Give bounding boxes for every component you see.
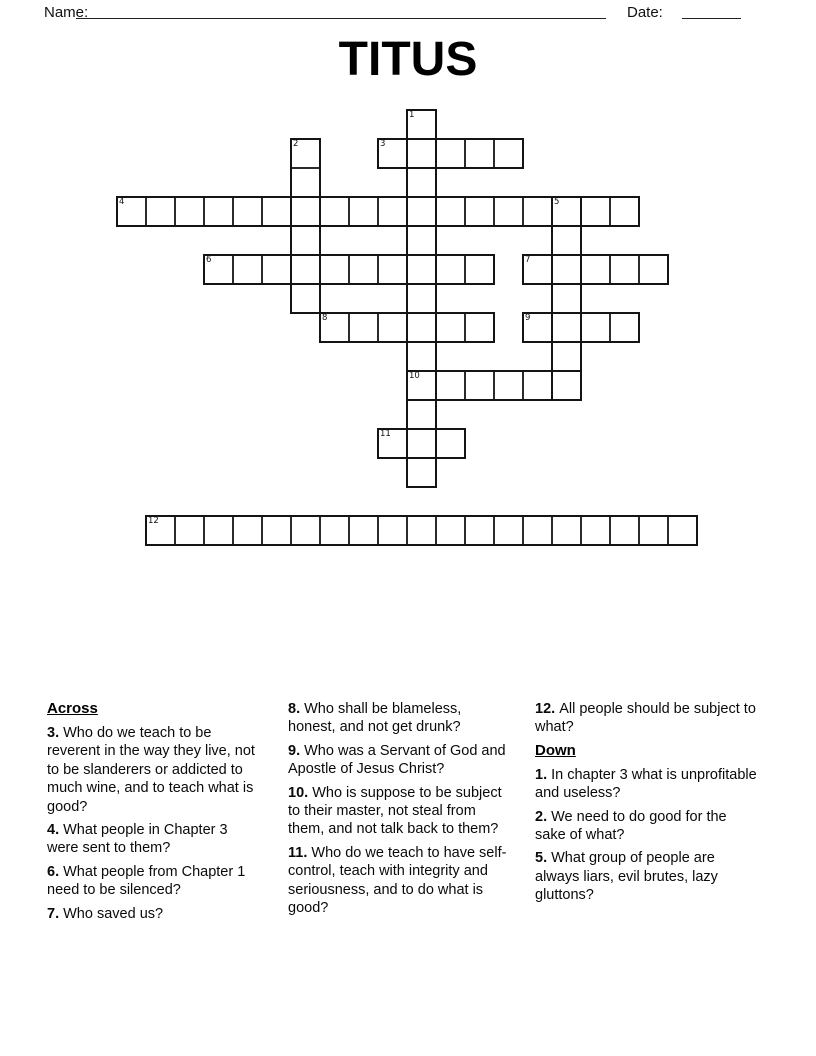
clue-text: Who shall be blameless, honest, and not get drunk? — [288, 701, 462, 736]
grid-cell — [610, 255, 639, 284]
grid-cell — [552, 342, 581, 371]
grid-cell — [523, 197, 552, 226]
grid-cell — [407, 284, 436, 313]
grid-cell-number: 3 — [380, 139, 386, 149]
grid-cell — [610, 197, 639, 226]
grid-cell — [262, 516, 291, 545]
grid-cell-number: 9 — [525, 313, 531, 323]
grid-cell — [291, 516, 320, 545]
grid-cell — [465, 197, 494, 226]
grid-cell — [291, 255, 320, 284]
grid-cell — [407, 458, 436, 487]
grid-cell — [233, 197, 262, 226]
clue-number: 2. — [535, 808, 552, 825]
clue-number: 12. — [535, 701, 560, 717]
clue-text: What people in Chapter 3 were sent to them? — [47, 822, 228, 857]
grid-cell — [552, 284, 581, 313]
clue-column-1 — [47, 700, 261, 928]
clue-number: 6. — [47, 863, 64, 880]
grid-cell — [349, 516, 378, 545]
name-label: Name: — [44, 4, 89, 21]
grid-cell — [349, 313, 378, 342]
grid-cell — [465, 313, 494, 342]
grid-cell — [552, 255, 581, 284]
clue-number: 3. — [47, 725, 64, 741]
clue-item-10 — [288, 784, 510, 839]
date-label: Date: — [627, 4, 663, 21]
clue-text: Who do we teach to be reverent in the way they live, not to be slanderers or addicted to much wine, and to teach what is good? — [47, 725, 255, 815]
grid-cell — [320, 516, 349, 545]
grid-cell-number: 4 — [119, 197, 125, 207]
grid-cell — [233, 255, 262, 284]
grid-cell — [175, 516, 204, 545]
grid-cell — [581, 197, 610, 226]
grid-cell — [552, 313, 581, 342]
clue-number: 11. — [288, 844, 312, 861]
grid-cell — [291, 168, 320, 197]
clue-item-1 — [535, 766, 759, 803]
grid-cell-number: 7 — [525, 255, 531, 265]
grid-cell — [610, 313, 639, 342]
grid-cell — [494, 516, 523, 545]
grid-cell — [465, 255, 494, 284]
clue-number: 5. — [535, 850, 552, 867]
grid-cell — [320, 255, 349, 284]
grid-cell — [349, 255, 378, 284]
grid-cell — [436, 429, 465, 458]
grid-cell — [639, 255, 668, 284]
clue-text: Who do we teach to have self-control, teach with integrity and seriousness, and to do what is good? — [288, 844, 507, 917]
clue-number: 1. — [535, 766, 552, 783]
grid-cell — [494, 197, 523, 226]
clue-number: 8. — [288, 701, 305, 717]
clue-item-2 — [535, 808, 759, 845]
grid-cell — [523, 516, 552, 545]
grid-cell — [291, 197, 320, 226]
clue-text: Who saved us? — [63, 905, 164, 922]
clue-text: Who was a Servant of God and Apostle of Jesus Christ? — [288, 742, 506, 778]
clue-text: What group of people are always liars, evil brutes, lazy gluttons? — [535, 850, 718, 904]
grid-cell — [436, 255, 465, 284]
clue-item-3 — [47, 724, 261, 816]
grid-cell — [436, 516, 465, 545]
clue-text: We need to do good for the sake of what? — [535, 808, 727, 844]
grid-cell — [465, 371, 494, 400]
grid-cell — [436, 313, 465, 342]
grid-cell — [262, 255, 291, 284]
grid-cell — [465, 516, 494, 545]
grid-cell — [639, 516, 668, 545]
grid-cell — [233, 516, 262, 545]
grid-cell — [262, 197, 291, 226]
grid-cell-number: 1 — [409, 110, 415, 120]
clue-item-11 — [288, 844, 510, 918]
grid-cell-number: 11 — [380, 429, 391, 439]
clues-heading-down: Down — [535, 741, 576, 759]
grid-cell — [494, 371, 523, 400]
grid-cell-number: 10 — [409, 371, 420, 381]
grid-cell — [291, 226, 320, 255]
grid-cell — [378, 197, 407, 226]
grid-cell — [175, 197, 204, 226]
grid-cell — [523, 371, 552, 400]
clue-text: All people should be subject to what? — [535, 701, 756, 736]
clue-item-6 — [47, 863, 261, 900]
grid-cell — [204, 516, 233, 545]
name-fill-line — [76, 2, 606, 19]
grid-cell — [668, 516, 697, 545]
grid-cell — [552, 516, 581, 545]
grid-cell — [291, 284, 320, 313]
grid-cell — [465, 139, 494, 168]
grid-cell-number: 12 — [148, 516, 159, 526]
grid-cell — [552, 371, 581, 400]
clue-number: 4. — [47, 822, 64, 839]
date-fill-line — [682, 2, 741, 19]
grid-cell — [581, 516, 610, 545]
clue-column-2 — [288, 700, 510, 922]
grid-cell — [378, 516, 407, 545]
clue-column-3 — [535, 700, 759, 910]
grid-cell — [436, 197, 465, 226]
puzzle-title: TITUS — [338, 33, 478, 86]
grid-cell — [494, 139, 523, 168]
grid-cell-number: 8 — [322, 313, 328, 323]
grid-cell — [378, 255, 407, 284]
grid-cell-number: 6 — [206, 255, 212, 265]
grid-cell — [378, 313, 407, 342]
crossword-grid — [117, 110, 697, 545]
grid-cell — [146, 197, 175, 226]
grid-cell-number: 2 — [293, 139, 299, 149]
grid-cell — [320, 197, 349, 226]
grid-cell — [407, 342, 436, 371]
grid-cell — [436, 371, 465, 400]
grid-cell — [581, 255, 610, 284]
grid-cell — [407, 400, 436, 429]
clue-item-7 — [47, 905, 261, 923]
clue-number: 7. — [47, 905, 64, 922]
grid-cell — [436, 139, 465, 168]
clue-text: In chapter 3 what is unprofitable and useless? — [535, 766, 757, 802]
clues-heading-across: Across — [47, 700, 98, 717]
grid-cell — [407, 168, 436, 197]
clue-item-8 — [288, 700, 510, 737]
clue-text: What people from Chapter 1 need to be silenced? — [47, 863, 246, 899]
grid-cell — [407, 139, 436, 168]
clue-item-5 — [535, 849, 759, 904]
clue-number: 9. — [288, 742, 305, 759]
grid-cell — [407, 429, 436, 458]
clue-item-4 — [47, 821, 261, 858]
grid-cell — [407, 255, 436, 284]
grid-cell — [407, 226, 436, 255]
grid-cell — [407, 313, 436, 342]
clue-item-12 — [535, 700, 759, 737]
grid-cell-number: 5 — [554, 197, 560, 207]
grid-cell — [407, 197, 436, 226]
clue-item-9 — [288, 742, 510, 779]
grid-cell — [204, 197, 233, 226]
grid-cell — [407, 516, 436, 545]
grid-cell — [610, 516, 639, 545]
clue-number: 10. — [288, 784, 313, 801]
grid-cell — [581, 313, 610, 342]
grid-cell — [349, 197, 378, 226]
clue-text: Who is suppose to be subject to their master, not steal from them, and not talk back to them? — [288, 784, 502, 838]
grid-cell — [552, 226, 581, 255]
